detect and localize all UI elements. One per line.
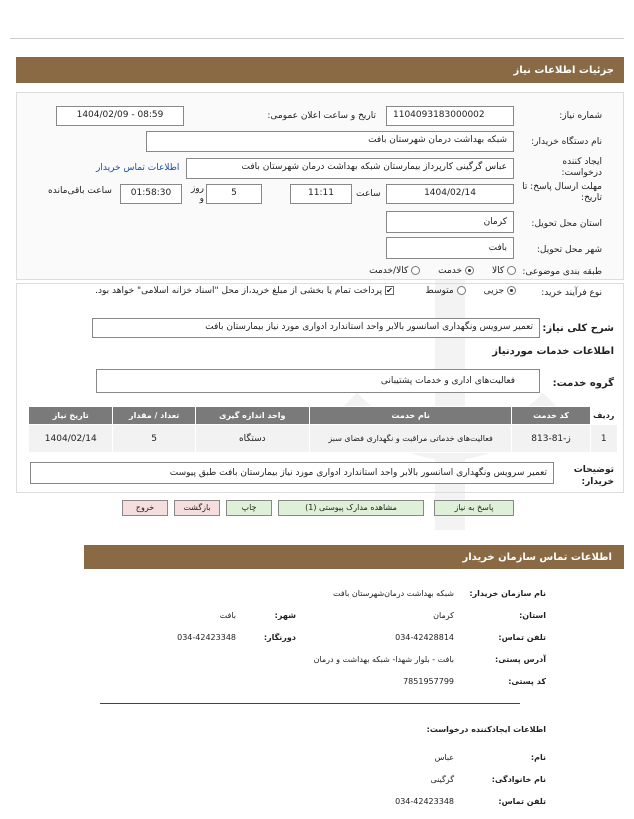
print-button[interactable]: چاپ [226, 500, 272, 516]
contact-city-value: بافت [219, 611, 236, 620]
contact-phone-label: تلفن تماس: [498, 633, 546, 642]
deadline-time-field[interactable]: 11:11 [290, 184, 352, 204]
contact-header [84, 545, 624, 569]
buyer-org-label: نام دستگاه خریدار: [531, 137, 602, 147]
buyer-org-field[interactable]: شبکه بهداشت درمان شهرستان بافت [146, 131, 514, 152]
category-option-service[interactable]: خدمت [438, 266, 474, 276]
category-label: طبقه بندی موضوعی: [522, 267, 602, 277]
creator-phone-label: تلفن تماس: [498, 797, 546, 806]
col-header-code: کد خدمت [512, 407, 590, 425]
process-option-minor[interactable]: جزیی [484, 286, 516, 296]
service-group-field[interactable]: فعالیت‌های اداری و خدمات پشتیبانی [96, 369, 540, 393]
cell-code: ز-81-813 [512, 425, 590, 453]
contact-postal-label: کد پستی: [508, 677, 546, 686]
creator-family-value: گرگینی [430, 775, 454, 784]
contact-org-label: نام سازمان خریدار: [469, 589, 546, 598]
col-header-name: نام خدمت [309, 407, 512, 425]
creator-label: ایجاد کننده درخواست: [561, 157, 602, 178]
col-header-qty: تعداد / مقدار [113, 407, 195, 425]
page-title: جزئیات اطلاعات نیاز [513, 65, 614, 76]
contact-address-value: بافت - بلوار شهدا- شبکه بهداشت و درمان [313, 655, 454, 664]
process-label: نوع فرآیند خرید: [541, 288, 602, 298]
contact-divider [100, 703, 520, 704]
cell-row: 1 [590, 425, 617, 453]
page-header [16, 57, 624, 83]
category-radio-group [369, 266, 516, 276]
category-option-goods[interactable]: کالا [492, 266, 516, 276]
days-label: روز و [190, 184, 204, 204]
contact-province-label: استان: [519, 611, 546, 620]
need-number-field[interactable]: 1104093183000002 [386, 106, 514, 126]
view-documents-button[interactable]: مشاهده مدارک پیوستی (1) [278, 500, 424, 516]
need-number-label: شماره نیاز: [559, 111, 602, 121]
city-label: شهر محل تحویل: [536, 245, 602, 255]
checkbox-checked-icon[interactable]: ✔ [386, 286, 393, 295]
contact-org-value: شبکه بهداشت درمان‌شهرستان بافت [333, 589, 454, 598]
col-header-date: تاریخ نیاز [29, 407, 113, 425]
cell-date: 1404/02/14 [29, 425, 113, 453]
remaining-label: ساعت باقی‌مانده [48, 186, 112, 196]
summary-field[interactable]: تعمیر سرویس ونگهداری اسانسور بالابر واحد استاندارد ادواری مورد نیاز بیمارستان بافت [92, 318, 540, 338]
creator-field[interactable]: عباس گرگینی کارپرداز بیمارستان شبکه بهداشت درمان شهرستان بافت [186, 158, 514, 179]
buyer-notes-field[interactable]: تعمیر سرویس ونگهداری اسانسور بالابر واحد استاندارد ادواری مورد نیاز بیمارستان بافت طبق پیوست [30, 462, 554, 484]
creator-info-title: اطلاعات ایجادکننده درخواست: [426, 725, 546, 734]
cell-name: فعالیت‌های خدماتی مراقبت و نگهداری فضای سبز [309, 425, 512, 453]
announce-date-field[interactable]: 1404/02/09 - 08:59 [56, 106, 184, 126]
contact-province-value: کرمان [433, 611, 454, 620]
contact-city-label: شهر: [274, 611, 296, 620]
contact-title: اطلاعات تماس سازمان خریدار [462, 552, 612, 563]
category-option-both[interactable]: کالا/خدمت [369, 266, 420, 276]
province-field[interactable]: کرمان [386, 211, 514, 233]
announce-date-label: تاریخ و ساعت اعلان عمومی: [267, 111, 376, 121]
service-group-label: گروه خدمت: [552, 378, 614, 389]
province-label: استان محل تحویل: [531, 219, 602, 229]
table-row[interactable] [29, 425, 618, 453]
buyer-notes-label: توضیحات خریدار: [573, 465, 614, 487]
summary-label: شرح کلی نیاز: [542, 323, 614, 334]
process-option-medium[interactable]: متوسط [425, 286, 465, 296]
creator-phone-value: 034-42423348 [395, 797, 454, 806]
contact-postal-value: 7851957799 [403, 677, 454, 686]
city-field[interactable]: بافت [386, 237, 514, 259]
services-title: اطلاعات خدمات موردنیاز [492, 346, 614, 357]
radio-icon[interactable] [507, 266, 516, 275]
cell-unit: دستگاه [195, 425, 309, 453]
contact-fax-label: دورنگار: [263, 633, 296, 642]
top-divider [10, 38, 624, 39]
services-table [28, 406, 618, 453]
days-field[interactable]: 5 [206, 184, 262, 204]
deadline-label: مهلت ارسال پاسخ: تا تاریخ: [522, 182, 602, 203]
reply-button[interactable]: پاسخ به نیاز [434, 500, 514, 516]
deadline-date-field[interactable]: 1404/02/14 [386, 184, 514, 204]
services-table-wrap [28, 406, 618, 453]
buyer-contact-link[interactable]: اطلاعات تماس خریدار [96, 163, 180, 173]
creator-family-label: نام خانوادگی: [491, 775, 546, 784]
col-header-unit: واحد اندازه گیری [195, 407, 309, 425]
back-button[interactable]: بازگشت [174, 500, 220, 516]
creator-name-label: نام: [530, 753, 546, 762]
cell-qty: 5 [113, 425, 195, 453]
time-label: ساعت [356, 189, 381, 199]
contact-fax-value: 034-42423348 [177, 633, 236, 642]
contact-address-label: آدرس پستی: [495, 655, 546, 664]
exit-button[interactable]: خروج [122, 500, 168, 516]
radio-icon[interactable] [411, 266, 420, 275]
radio-selected-icon[interactable] [465, 266, 474, 275]
payment-note: ✔ پرداخت تمام یا بخشی از مبلغ خرید،از محل "اسناد خزانه اسلامی" خواهد بود. [95, 286, 393, 296]
creator-name-value: عباس [434, 753, 454, 762]
remaining-time-field[interactable]: 01:58:30 [120, 184, 182, 204]
col-header-row: ردیف [590, 407, 617, 425]
contact-phone-value: 034-42428814 [395, 633, 454, 642]
